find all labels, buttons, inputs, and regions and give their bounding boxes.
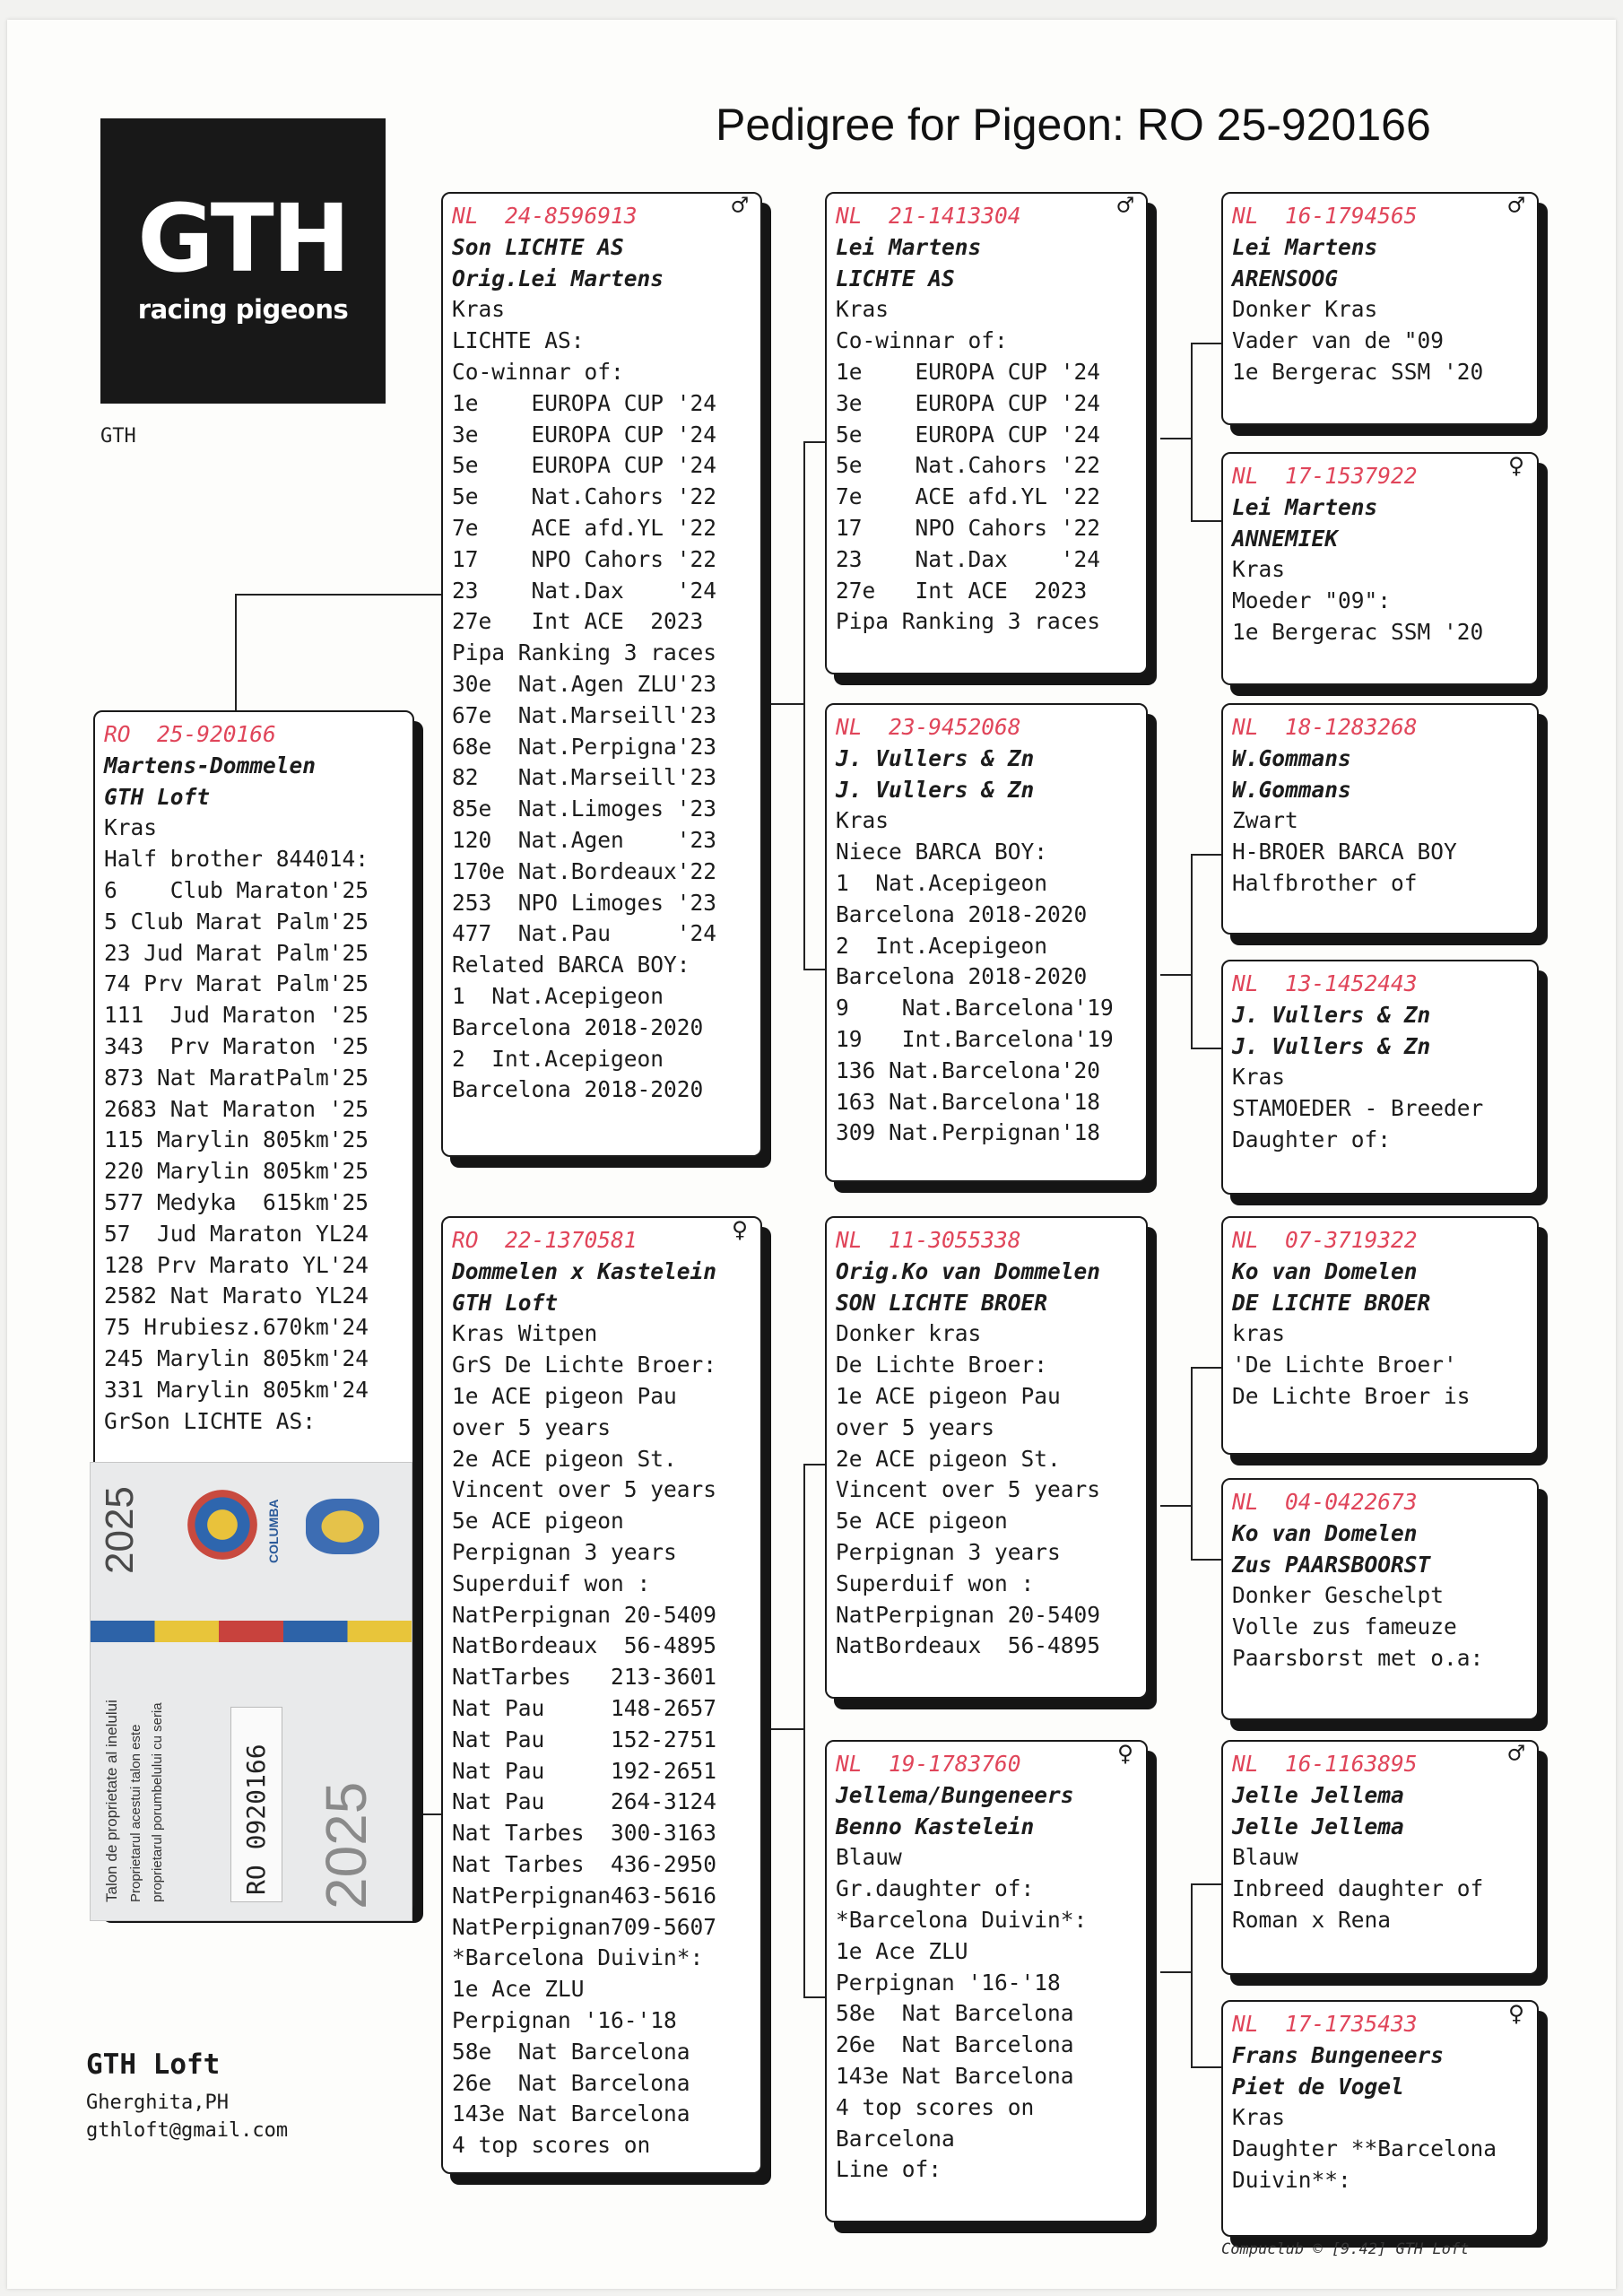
pedigree-line: Perpignan '16-'18 xyxy=(452,2006,677,2033)
owner-email[interactable]: gthloft@gmail.com xyxy=(86,2119,289,2142)
pedigree-line: Donker Kras xyxy=(1232,296,1378,323)
pedigree-line: *Barcelona Duivin*: xyxy=(836,1906,1088,1933)
connector xyxy=(803,1464,825,1465)
pedigree-line: 4 top scores on xyxy=(452,2132,651,2159)
pedigree-line: 1e EUROPA CUP '24 xyxy=(452,389,717,416)
pigeon-name: Zus PAARSBOORST xyxy=(1232,1551,1431,1578)
connector xyxy=(1191,854,1221,856)
pigeon-breeder: W.Gommans xyxy=(1232,744,1351,771)
pedigree-line: 170e Nat.Bordeaux'22 xyxy=(452,857,717,884)
pedigree-line: Blauw xyxy=(836,1844,902,1871)
pedigree-line: Line of: xyxy=(836,2156,942,2183)
pedigree-line: 17 NPO Cahors '22 xyxy=(452,545,717,572)
pigeon-name: Piet de Vogel xyxy=(1232,2073,1404,2100)
pedigree-line: 57 Jud Maraton YL24 xyxy=(104,1220,369,1247)
pigeon-name: J. Vullers & Zn xyxy=(836,776,1035,803)
pedigree-line: NatPerpignan463-5616 xyxy=(452,1882,717,1909)
pedigree-line: 1e Ace ZLU xyxy=(836,1937,968,1964)
pigeon-breeder: Son LICHTE AS xyxy=(452,233,624,260)
pedigree-line: 253 NPO Limoges '23 xyxy=(452,889,717,916)
pedigree-line: 577 Medyka 615km'25 xyxy=(104,1188,369,1215)
pedigree-line: 26e Nat Barcelona xyxy=(452,2069,690,2096)
pedigree-line: Kras xyxy=(836,296,890,323)
pedigree-line: 3e EUROPA CUP '24 xyxy=(452,421,717,448)
pedigree-line: 5e ACE pigeon xyxy=(452,1508,624,1535)
pigeon-name: GTH Loft xyxy=(104,783,211,810)
pedigree-line: 6 Club Maraton'25 xyxy=(104,876,369,903)
pedigree-line: De Lichte Broer: xyxy=(836,1352,1048,1378)
pedigree-line: 58e Nat Barcelona xyxy=(836,2000,1074,2027)
ring-number: NL 24-8596913 xyxy=(452,203,638,229)
pigeon-name: Orig.Lei Martens xyxy=(452,265,664,291)
pedigree-line: Duivin**: xyxy=(1232,2166,1351,2193)
sd-dam-card[interactable] xyxy=(1221,960,1539,1195)
connector xyxy=(1191,854,1193,1049)
connector xyxy=(1160,1505,1193,1507)
pedigree-line: Donker kras xyxy=(836,1320,982,1347)
pedigree-line: 309 Nat.Perpignan'18 xyxy=(836,1119,1101,1146)
pedigree-line: 2 Int.Acepigeon xyxy=(452,1045,664,1072)
connector xyxy=(1160,974,1193,976)
pedigree-line: Barcelona 2018-2020 xyxy=(836,900,1088,927)
connector xyxy=(1191,1559,1221,1561)
pedigree-line: Vincent over 5 years xyxy=(452,1476,717,1503)
sticker-line-3: proprietarul porumbelului cu seria xyxy=(150,1702,165,1902)
pedigree-line: 477 Nat.Pau '24 xyxy=(452,920,717,947)
pedigree-line: Nat Pau 192-2651 xyxy=(452,1757,717,1784)
ring-number: NL 16-1163895 xyxy=(1232,1751,1418,1777)
pedigree-line: Nat Pau 152-2751 xyxy=(452,1726,717,1752)
pedigree-line: 2e ACE pigeon St. xyxy=(836,1445,1061,1472)
pedigree-line: Vader van de "09 xyxy=(1232,327,1445,354)
pedigree-line: Co-winnar of: xyxy=(836,327,1008,354)
dd-sire-card[interactable] xyxy=(1221,1740,1539,1975)
ring-number: NL 23-9452068 xyxy=(836,714,1021,740)
female-sex-icon: ♀ xyxy=(731,1216,748,1246)
pedigree-line: 23 Nat.Dax '24 xyxy=(452,577,717,604)
pedigree-line: 2582 Nat Marato YL24 xyxy=(104,1283,369,1309)
pedigree-line: Barcelona 2018-2020 xyxy=(836,963,1088,990)
ring-number: NL 07-3719322 xyxy=(1232,1227,1418,1253)
pigeon-name: DE LICHTE BROER xyxy=(1232,1289,1431,1316)
sticker-brand: COLUMBA xyxy=(266,1499,281,1563)
pedigree-line: Nat Pau 148-2657 xyxy=(452,1694,717,1721)
globe-logo-icon xyxy=(306,1499,379,1554)
pigeon-breeder: Lei Martens xyxy=(1232,233,1378,260)
pedigree-line: 1e ACE pigeon Pau xyxy=(452,1382,677,1409)
pedigree-line: Pipa Ranking 3 races xyxy=(452,639,717,666)
pedigree-line: 1e EUROPA CUP '24 xyxy=(836,358,1101,385)
pigeon-breeder: Lei Martens xyxy=(1232,493,1378,520)
pedigree-line: Daughter **Barcelona xyxy=(1232,2135,1497,2162)
pigeon-breeder: Jellema/Bungeneers xyxy=(836,1781,1074,1808)
pigeon-breeder: Ko van Domelen xyxy=(1232,1519,1418,1546)
ring-number: NL 11-3055338 xyxy=(836,1227,1021,1253)
pedigree-line: 1e Bergerac SSM '20 xyxy=(1232,358,1484,385)
gth-logo xyxy=(100,118,386,404)
pedigree-line: 5e ACE pigeon xyxy=(836,1508,1008,1535)
pedigree-line: 82 Nat.Marseill'23 xyxy=(452,764,717,791)
dam-card[interactable] xyxy=(441,1216,762,2174)
pedigree-line: 128 Prv Marato YL'24 xyxy=(104,1251,369,1278)
pigeon-breeder: Ko van Domelen xyxy=(1232,1257,1418,1284)
pedigree-line: Superduif won : xyxy=(452,1570,651,1596)
pedigree-line: 68e Nat.Perpigna'23 xyxy=(452,733,717,760)
pedigree-line: 5e Nat.Cahors '22 xyxy=(836,452,1101,479)
pedigree-line: 27e Int ACE 2023 xyxy=(836,577,1088,604)
pedigree-line: Kras xyxy=(1232,2104,1286,2131)
pigeon-name: ANNEMIEK xyxy=(1232,525,1339,552)
connector xyxy=(771,703,805,705)
pedigree-line: 23 Jud Marat Palm'25 xyxy=(104,939,369,966)
ring-number: RO 25-920166 xyxy=(104,721,276,747)
connector xyxy=(1191,1048,1221,1049)
federation-emblem-icon xyxy=(187,1490,257,1560)
male-sex-icon: ♂ xyxy=(1507,192,1524,222)
sticker-year-large: 2025 xyxy=(314,1781,378,1909)
pedigree-line: 343 Prv Maraton '25 xyxy=(104,1032,369,1059)
sticker-line-1: Talon de proprietate al inelului xyxy=(103,1700,120,1902)
pedigree-line: NatBordeaux 56-4895 xyxy=(836,1632,1101,1659)
pedigree-line: 120 Nat.Agen '23 xyxy=(452,826,717,853)
pedigree-line: LICHTE AS: xyxy=(452,327,585,354)
pedigree-line: 2683 Nat Maraton '25 xyxy=(104,1095,369,1122)
male-sex-icon: ♂ xyxy=(1507,1740,1524,1770)
pedigree-line: Nat Tarbes 300-3163 xyxy=(452,1820,717,1847)
connector xyxy=(1191,1367,1221,1369)
pedigree-line: Inbreed daughter of xyxy=(1232,1875,1484,1902)
connector xyxy=(1191,2066,1221,2068)
pigeon-name: Jelle Jellema xyxy=(1232,1813,1404,1839)
pedigree-line: Donker Geschelpt xyxy=(1232,1582,1445,1609)
pedigree-line: Kras xyxy=(452,296,506,323)
pedigree-line: H-BROER BARCA BOY xyxy=(1232,839,1457,865)
pedigree-line: 85e Nat.Limoges '23 xyxy=(452,796,717,822)
ring-number: NL 17-1735433 xyxy=(1232,2011,1418,2037)
owner-name: GTH Loft xyxy=(86,2048,221,2081)
male-sex-icon: ♂ xyxy=(1116,192,1133,222)
pedigree-line: 7e ACE afd.YL '22 xyxy=(836,483,1101,510)
pedigree-line: Daughter of: xyxy=(1232,1126,1392,1152)
pedigree-line: 19 Int.Barcelona'19 xyxy=(836,1025,1114,1052)
pedigree-line: 143e Nat Barcelona xyxy=(452,2100,690,2127)
pigeon-breeder: Frans Bungeneers xyxy=(1232,2041,1445,2068)
pedigree-line: 1e Bergerac SSM '20 xyxy=(1232,618,1484,645)
connector xyxy=(803,969,825,970)
pedigree-line: NatTarbes 213-3601 xyxy=(452,1664,717,1691)
ring-number: NL 19-1783760 xyxy=(836,1751,1021,1777)
ring-number: NL 21-1413304 xyxy=(836,203,1021,229)
pedigree-line: 2 Int.Acepigeon xyxy=(836,932,1048,959)
connector xyxy=(1191,1367,1193,1561)
pedigree-line: 'De Lichte Broer' xyxy=(1232,1352,1457,1378)
pedigree-line: Kras xyxy=(836,807,890,834)
pedigree-line: Perpignan 3 years xyxy=(452,1538,677,1565)
pedigree-line: Related BARCA BOY: xyxy=(452,952,690,978)
sire-sire-card[interactable] xyxy=(825,192,1148,674)
pedigree-line: 4 top scores on xyxy=(836,2093,1035,2120)
pedigree-line: Paarsborst met o.a: xyxy=(1232,1644,1484,1671)
pedigree-line: STAMOEDER - Breeder xyxy=(1232,1095,1484,1122)
pedigree-line: 67e Nat.Marseill'23 xyxy=(452,701,717,728)
sticker-ring-number: RO 0920166 xyxy=(241,1744,271,1895)
connector xyxy=(803,441,805,970)
page-title: Pedigree for Pigeon: RO 25-920166 xyxy=(716,100,1431,150)
pedigree-line: 136 Nat.Barcelona'20 xyxy=(836,1057,1101,1083)
connector xyxy=(1191,1883,1221,1885)
pigeon-breeder: J. Vullers & Zn xyxy=(836,744,1035,771)
pedigree-line: 75 Hrubiesz.670km'24 xyxy=(104,1314,369,1341)
pedigree-line: Half brother 844014: xyxy=(104,846,369,873)
pedigree-line: GrS De Lichte Broer: xyxy=(452,1352,717,1378)
pedigree-line: NatBordeaux 56-4895 xyxy=(452,1632,717,1659)
pedigree-line: 111 Jud Maraton '25 xyxy=(104,1002,369,1029)
pedigree-line: 2e ACE pigeon St. xyxy=(452,1445,677,1472)
pedigree-line: Barcelona 2018-2020 xyxy=(452,1076,704,1103)
pedigree-line: Kras Witpen xyxy=(452,1320,598,1347)
pedigree-line: Kras xyxy=(104,814,158,841)
pedigree-line: 30e Nat.Agen ZLU'23 xyxy=(452,670,717,697)
dam-sire-card[interactable] xyxy=(825,1216,1148,1699)
owner-location: Gherghita,PH xyxy=(86,2092,229,2114)
pedigree-line: Superduif won : xyxy=(836,1570,1035,1596)
pigeon-name: SON LICHTE BROER xyxy=(836,1289,1048,1316)
ds-sire-card[interactable] xyxy=(1221,1216,1539,1455)
dd-dam-card[interactable] xyxy=(1221,2000,1539,2237)
ss-sire-card[interactable] xyxy=(1221,192,1539,425)
logo-small-text: racing pigeons xyxy=(137,294,349,325)
pedigree-line: Kras xyxy=(1232,556,1286,583)
pedigree-line: Kras xyxy=(1232,1064,1286,1091)
ring-number: RO 22-1370581 xyxy=(452,1227,638,1253)
ds-dam-card[interactable] xyxy=(1221,1478,1539,1720)
pedigree-line: Vincent over 5 years xyxy=(836,1476,1101,1503)
pedigree-line: Halfbrother of xyxy=(1232,869,1418,896)
pedigree-line: 331 Marylin 805km'24 xyxy=(104,1376,369,1403)
pigeon-breeder: Dommelen x Kastelein xyxy=(452,1257,717,1284)
connector xyxy=(1191,343,1193,522)
pedigree-line: 7e ACE afd.YL '22 xyxy=(452,514,717,541)
ring-number: NL 13-1452443 xyxy=(1232,970,1418,996)
connector xyxy=(803,441,825,443)
pedigree-line: over 5 years xyxy=(452,1413,612,1440)
pigeon-breeder: Lei Martens xyxy=(836,233,982,260)
pigeon-breeder: Martens-Dommelen xyxy=(104,752,317,778)
pedigree-line: 115 Marylin 805km'25 xyxy=(104,1126,369,1153)
pedigree-line: 220 Marylin 805km'25 xyxy=(104,1158,369,1185)
pedigree-line: Zwart xyxy=(1232,807,1298,834)
pedigree-sheet xyxy=(7,20,1616,2289)
pigeon-name: J. Vullers & Zn xyxy=(1232,1032,1431,1059)
connector xyxy=(1191,1883,1193,2068)
pigeon-name: ARENSOOG xyxy=(1232,265,1339,291)
connector xyxy=(1191,343,1221,344)
dam-dam-card[interactable] xyxy=(825,1740,1148,2222)
pedigree-line: GrSon LICHTE AS: xyxy=(104,1407,317,1434)
sticker-color-stripe xyxy=(91,1621,412,1642)
pedigree-line: Perpignan '16-'18 xyxy=(836,1969,1061,1996)
footer-credit: Compuclub © [9.42] GTH Loft xyxy=(1221,2240,1470,2258)
pedigree-line: Gr.daughter of: xyxy=(836,1875,1035,1902)
pedigree-line: 17 NPO Cahors '22 xyxy=(836,514,1101,541)
pigeon-name: Benno Kastelein xyxy=(836,1813,1035,1839)
pigeon-breeder: Jelle Jellema xyxy=(1232,1781,1404,1808)
sticker-line-2: Proprietarul acestui talon este xyxy=(128,1724,143,1902)
connector xyxy=(1160,438,1193,439)
pedigree-line: 5e EUROPA CUP '24 xyxy=(836,421,1101,448)
pedigree-line: De Lichte Broer is xyxy=(1232,1382,1471,1409)
pedigree-line: kras xyxy=(1232,1320,1286,1347)
pedigree-line: 26e Nat Barcelona xyxy=(836,2031,1074,2058)
pedigree-line: Nat Pau 264-3124 xyxy=(452,1788,717,1815)
pigeon-name: W.Gommans xyxy=(1232,776,1351,803)
pedigree-line: *Barcelona Duivin*: xyxy=(452,1944,704,1971)
connector xyxy=(1191,520,1221,522)
connector xyxy=(803,1464,805,1998)
pedigree-line: Pipa Ranking 3 races xyxy=(836,608,1101,635)
female-sex-icon: ♀ xyxy=(1507,452,1524,482)
sticker-year: 2025 xyxy=(98,1486,142,1574)
female-sex-icon: ♀ xyxy=(1507,2000,1524,2030)
sire-dam-card[interactable] xyxy=(825,703,1148,1182)
pedigree-line: 1 Nat.Acepigeon xyxy=(452,982,664,1009)
pedigree-line: 9 Nat.Barcelona'19 xyxy=(836,995,1114,1022)
pedigree-line: Perpignan 3 years xyxy=(836,1538,1061,1565)
pedigree-line: 23 Nat.Dax '24 xyxy=(836,545,1101,572)
logo-caption: GTH xyxy=(100,425,136,448)
logo-big-text: GTH xyxy=(137,184,349,293)
connector xyxy=(803,1996,825,1998)
pedigree-line: Roman x Rena xyxy=(1232,1906,1392,1933)
pigeon-name: GTH Loft xyxy=(452,1289,559,1316)
female-sex-icon: ♀ xyxy=(1116,1740,1133,1770)
pigeon-breeder: Orig.Ko van Dommelen xyxy=(836,1257,1101,1284)
pedigree-line: 1e ACE pigeon Pau xyxy=(836,1382,1061,1409)
pedigree-line: Nat Tarbes 436-2950 xyxy=(452,1850,717,1877)
pedigree-line: Barcelona 2018-2020 xyxy=(452,1013,704,1040)
ring-number: NL 18-1283268 xyxy=(1232,714,1418,740)
pedigree-line: 3e EUROPA CUP '24 xyxy=(836,389,1101,416)
ring-ownership-sticker xyxy=(90,1462,412,1921)
pedigree-line: NatPerpignan 20-5409 xyxy=(836,1601,1101,1628)
pedigree-line: NatPerpignan709-5607 xyxy=(452,1913,717,1940)
pedigree-line: Co-winnar of: xyxy=(452,358,624,385)
owner-info xyxy=(86,2048,288,2142)
pedigree-line: NatPerpignan 20-5409 xyxy=(452,1601,717,1628)
connector xyxy=(1160,1971,1193,1973)
sd-sire-card[interactable] xyxy=(1221,703,1539,935)
pedigree-line: 5e EUROPA CUP '24 xyxy=(452,452,717,479)
ring-number: NL 17-1537922 xyxy=(1232,463,1418,489)
pedigree-line: Barcelona xyxy=(836,2125,955,2152)
pedigree-line: 163 Nat.Barcelona'18 xyxy=(836,1088,1101,1115)
pigeon-breeder: J. Vullers & Zn xyxy=(1232,1001,1431,1028)
pedigree-line: 1e Ace ZLU xyxy=(452,1976,585,2003)
sire-card[interactable] xyxy=(441,192,762,1157)
pedigree-line: 5e Nat.Cahors '22 xyxy=(452,483,717,510)
pedigree-line: Volle zus fameuze xyxy=(1232,1613,1457,1640)
ring-number: NL 16-1794565 xyxy=(1232,203,1418,229)
pedigree-line: 143e Nat Barcelona xyxy=(836,2062,1074,2089)
pedigree-line: 245 Marylin 805km'24 xyxy=(104,1344,369,1371)
pedigree-line: Blauw xyxy=(1232,1844,1298,1871)
pedigree-line: 873 Nat MaratPalm'25 xyxy=(104,1064,369,1091)
pedigree-line: 1 Nat.Acepigeon xyxy=(836,869,1048,896)
connector xyxy=(771,1728,805,1730)
pigeon-name: LICHTE AS xyxy=(836,265,955,291)
connector xyxy=(235,594,450,596)
pedigree-line: Moeder "09": xyxy=(1232,587,1392,614)
male-sex-icon: ♂ xyxy=(731,192,748,222)
ring-number: NL 04-0422673 xyxy=(1232,1489,1418,1515)
pedigree-line: Niece BARCA BOY: xyxy=(836,839,1048,865)
pedigree-line: 74 Prv Marat Palm'25 xyxy=(104,970,369,997)
pedigree-line: 58e Nat Barcelona xyxy=(452,2038,690,2065)
pedigree-line: 5 Club Marat Palm'25 xyxy=(104,908,369,935)
pedigree-line: over 5 years xyxy=(836,1413,995,1440)
pedigree-line: 27e Int ACE 2023 xyxy=(452,608,704,635)
ss-dam-card[interactable] xyxy=(1221,452,1539,685)
